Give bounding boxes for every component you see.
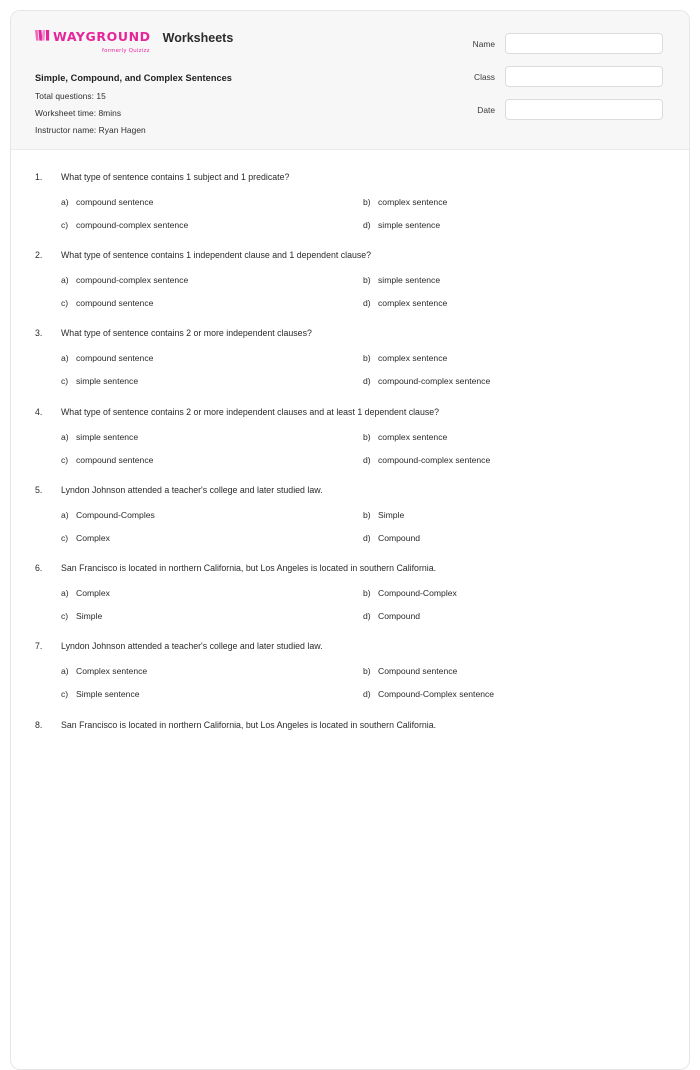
question-number: 2. <box>35 250 43 261</box>
date-label: Date <box>477 104 495 115</box>
question-options <box>35 510 665 544</box>
option-key: b) <box>363 509 371 520</box>
instructor-name: Instructor name: Ryan Hagen <box>35 125 146 135</box>
option-label: complex sentence <box>378 196 448 207</box>
option-row <box>61 533 665 544</box>
answer-option[interactable] <box>363 353 665 364</box>
option-label: complex sentence <box>378 431 448 442</box>
option-key: d) <box>363 220 371 231</box>
option-key: a) <box>61 196 69 207</box>
date-field-row <box>428 99 663 120</box>
question-head <box>35 407 665 419</box>
question-head <box>35 250 665 262</box>
logo-wordmark: WAYGROUND <box>53 29 151 45</box>
question-number: 6. <box>35 563 43 574</box>
answer-option[interactable] <box>363 298 665 309</box>
answer-option[interactable] <box>363 666 665 677</box>
class-field-row <box>428 66 663 87</box>
question-item <box>35 720 665 732</box>
answer-option[interactable] <box>363 533 665 544</box>
option-row <box>61 275 665 286</box>
question-item <box>35 641 665 700</box>
option-row <box>61 432 665 443</box>
question-text: What type of sentence contains 1 subject and 1 predicate? <box>61 172 290 182</box>
option-key: d) <box>363 454 371 465</box>
answer-option[interactable] <box>61 275 363 286</box>
answer-option[interactable] <box>61 533 363 544</box>
question-text: What type of sentence contains 2 or more independent clauses? <box>61 328 312 339</box>
worksheet-header <box>11 11 689 150</box>
wayground-logo-icon <box>35 29 50 46</box>
question-options <box>35 275 665 309</box>
option-label: Compound sentence <box>378 666 458 677</box>
option-label: Compound-Complex sentence <box>378 689 495 700</box>
option-label: compound sentence <box>76 454 154 465</box>
question-head <box>35 641 665 653</box>
option-key: b) <box>363 587 371 598</box>
option-key: a) <box>61 275 69 286</box>
question-options <box>35 353 665 387</box>
questions-list <box>11 150 689 731</box>
student-fields <box>428 33 663 132</box>
option-label: Complex <box>76 587 110 598</box>
answer-option[interactable] <box>61 376 363 387</box>
option-key: a) <box>61 587 69 598</box>
question-head <box>35 720 665 732</box>
question-options <box>35 588 665 622</box>
option-row <box>61 455 665 466</box>
question-number: 8. <box>35 719 43 730</box>
wayground-logo <box>35 29 151 54</box>
option-key: d) <box>363 611 371 622</box>
answer-option[interactable] <box>61 353 363 364</box>
option-row <box>61 510 665 521</box>
question-head <box>35 172 665 184</box>
name-input[interactable] <box>505 33 663 54</box>
answer-option[interactable] <box>363 689 665 700</box>
question-text: Lyndon Johnson attended a teacher's college and later studied law. <box>61 641 323 652</box>
option-label: compound sentence <box>76 353 154 364</box>
option-key: a) <box>61 353 69 364</box>
question-number: 3. <box>35 328 43 339</box>
option-row <box>61 588 665 599</box>
question-text: What type of sentence contains 2 or more independent clauses and at least 1 dependent clause? <box>61 406 440 417</box>
worksheet-time: Worksheet time: 8mins <box>35 108 122 118</box>
question-head <box>35 328 665 340</box>
option-label: Simple <box>76 611 103 622</box>
option-key: b) <box>363 666 371 677</box>
option-label: Simple sentence <box>76 689 140 700</box>
logo-subtitle: formerly Quizizz <box>102 47 150 54</box>
name-field-row <box>428 33 663 54</box>
answer-option[interactable] <box>61 611 363 622</box>
question-head <box>35 563 665 575</box>
option-key: b) <box>363 275 371 286</box>
class-input[interactable] <box>505 66 663 87</box>
option-key: b) <box>363 353 371 364</box>
question-text: Lyndon Johnson attended a teacher's college and later studied law. <box>61 484 323 495</box>
option-row <box>61 220 665 231</box>
option-label: Compound <box>378 532 421 543</box>
question-number: 4. <box>35 406 43 417</box>
option-row <box>61 689 665 700</box>
question-number: 1. <box>35 172 43 182</box>
option-key: a) <box>61 666 69 677</box>
option-key: c) <box>61 298 69 309</box>
option-key: c) <box>61 454 69 465</box>
option-label: simple sentence <box>378 220 441 231</box>
option-key: c) <box>61 376 69 387</box>
answer-option[interactable] <box>61 588 363 599</box>
answer-option[interactable] <box>363 275 665 286</box>
option-key: a) <box>61 431 69 442</box>
total-questions: Total questions: 15 <box>35 91 106 101</box>
answer-option[interactable] <box>61 220 363 231</box>
question-item <box>35 485 665 544</box>
option-label: compound-complex sentence <box>76 220 189 231</box>
option-row <box>61 298 665 309</box>
worksheet-title: Simple, Compound, and Complex Sentences <box>35 73 232 83</box>
answer-option[interactable] <box>363 455 665 466</box>
option-key: b) <box>363 431 371 442</box>
name-label: Name <box>472 38 495 49</box>
date-input[interactable] <box>505 99 663 120</box>
answer-option[interactable] <box>61 666 363 677</box>
answer-option[interactable] <box>61 298 363 309</box>
option-label: simple sentence <box>76 431 139 442</box>
answer-option[interactable] <box>363 588 665 599</box>
page-title: Worksheets <box>162 31 234 45</box>
option-label: Simple <box>378 509 405 520</box>
answer-option[interactable] <box>61 689 363 700</box>
option-label: Complex sentence <box>76 666 148 677</box>
answer-option[interactable] <box>363 432 665 443</box>
option-label: Compound <box>378 611 421 622</box>
option-row <box>61 376 665 387</box>
option-label: Compound-Complex <box>378 587 457 598</box>
option-key: d) <box>363 689 371 700</box>
answer-option[interactable] <box>363 220 665 231</box>
answer-option[interactable] <box>61 197 363 208</box>
option-label: compound sentence <box>76 196 154 207</box>
class-label: Class <box>474 71 495 82</box>
option-row <box>61 197 665 208</box>
question-options <box>35 197 665 231</box>
worksheet-page <box>10 10 690 1070</box>
option-key: c) <box>61 532 69 543</box>
option-label: Compound-Comples <box>76 509 155 520</box>
question-text: San Francisco is located in northern California, but Los Angeles is located in southern California. <box>61 719 437 730</box>
answer-option[interactable] <box>61 432 363 443</box>
question-number: 5. <box>35 484 43 495</box>
answer-option[interactable] <box>363 376 665 387</box>
option-label: complex sentence <box>378 353 448 364</box>
question-item <box>35 563 665 622</box>
question-text: San Francisco is located in northern California, but Los Angeles is located in southern California. <box>61 563 437 574</box>
option-label: compound-complex sentence <box>378 376 491 387</box>
answer-option[interactable] <box>363 611 665 622</box>
option-key: a) <box>61 509 69 520</box>
answer-option[interactable] <box>61 455 363 466</box>
option-row <box>61 666 665 677</box>
question-item <box>35 250 665 309</box>
option-label: Complex <box>76 532 110 543</box>
option-label: compound sentence <box>76 298 154 309</box>
question-options <box>35 432 665 466</box>
option-row <box>61 611 665 622</box>
option-key: c) <box>61 689 69 700</box>
option-label: compound-complex sentence <box>76 275 189 286</box>
option-key: d) <box>363 532 371 543</box>
option-key: d) <box>363 298 371 309</box>
question-item <box>35 172 665 231</box>
question-options <box>35 666 665 700</box>
answer-option[interactable] <box>61 510 363 521</box>
option-key: d) <box>363 376 371 387</box>
answer-option[interactable] <box>363 197 665 208</box>
option-label: complex sentence <box>378 298 448 309</box>
question-head <box>35 485 665 497</box>
question-item <box>35 407 665 466</box>
option-label: simple sentence <box>76 376 139 387</box>
option-label: compound-complex sentence <box>378 454 491 465</box>
logo-lockup <box>35 29 151 46</box>
question-item <box>35 328 665 387</box>
question-text: What type of sentence contains 1 independent clause and 1 dependent clause? <box>61 250 372 261</box>
option-label: simple sentence <box>378 275 441 286</box>
question-number: 7. <box>35 641 43 652</box>
answer-option[interactable] <box>363 510 665 521</box>
option-key: c) <box>61 611 69 622</box>
option-row <box>61 353 665 364</box>
option-key: b) <box>363 196 371 207</box>
option-key: c) <box>61 220 69 231</box>
